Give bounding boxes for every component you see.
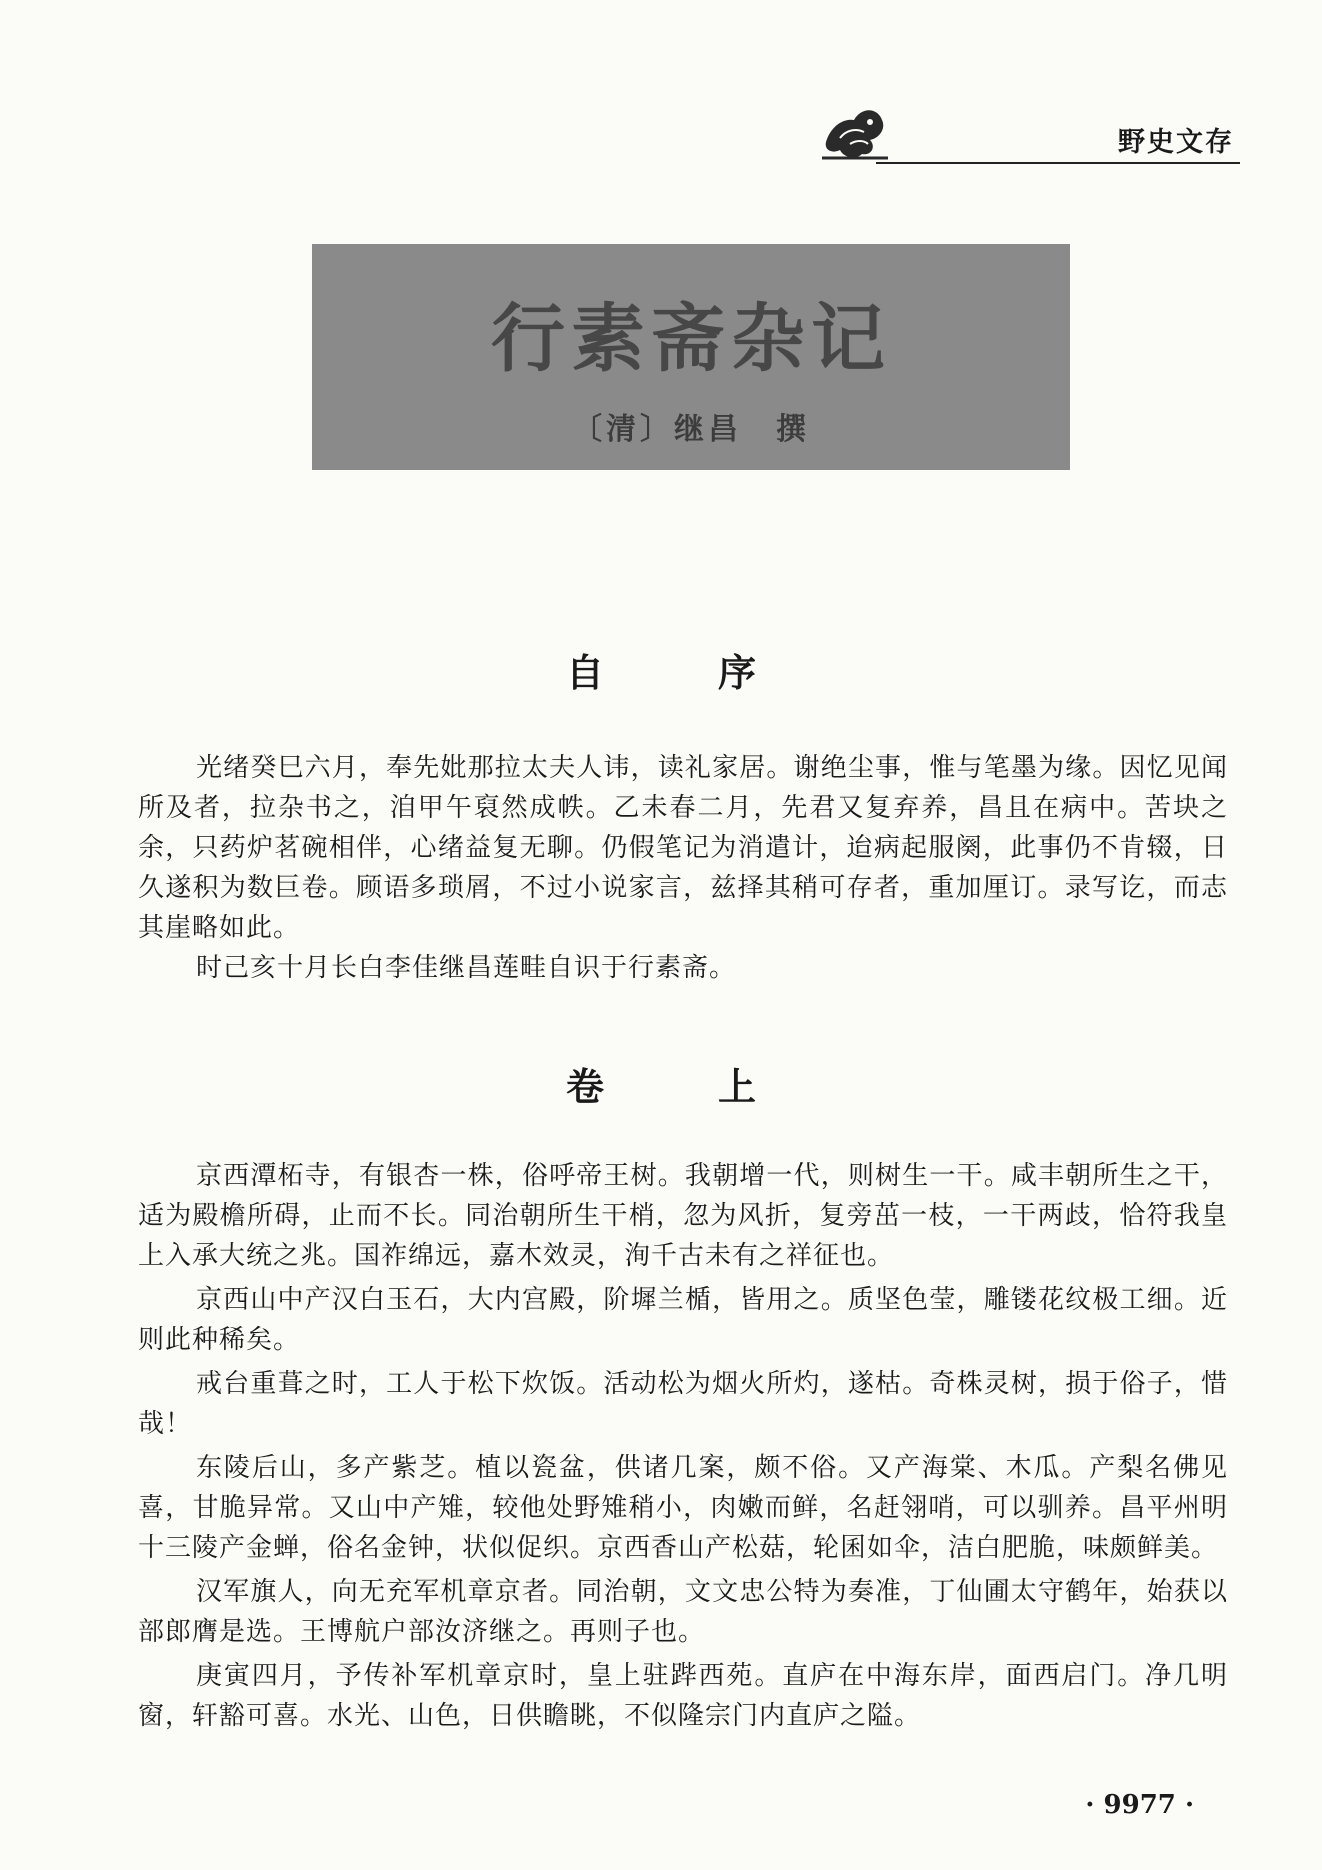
series-title: 野史文存	[1118, 127, 1234, 158]
preface-paragraph: 光绪癸巳六月，奉先妣那拉太夫人讳，读礼家居。谢绝尘事，惟与笔墨为缘。因忆见闻所及者，拉杂书之，洎甲午裒然成帙。乙未春二月，先君又复弃养，昌且在病中。苦块之余，只药炉茗碗相伴，心绪益复无聊。仍假笔记为消遣计，迨病起服阕，此事仍不肯辍，日久遂积为数巨卷。顾语多琐屑，不过小说家言，兹择其稍可存者，重加厘订。录写讫，而志其崖略如此。	[138, 753, 1228, 943]
volume-paragraph: 京西山中产汉白玉石，大内宫殿，阶墀兰楯，皆用之。质坚色莹，雕镂花纹极工细。近则此种稀矣。	[138, 1285, 1228, 1355]
volume-heading: 卷 上	[565, 1065, 794, 1109]
header-rule	[876, 162, 1240, 164]
preface-body	[138, 748, 1228, 988]
preface-heading: 自 序	[565, 651, 794, 695]
book-author: 〔清〕继昌 撰	[572, 412, 810, 447]
page-number: · 9977 ·	[1085, 1790, 1194, 1820]
running-header	[820, 90, 1240, 170]
preface-signature: 时己亥十月长白李佳继昌莲畦自识于行素斋。	[196, 953, 737, 983]
dragon-emblem-icon	[820, 98, 890, 164]
volume-paragraph: 戒台重葺之时，工人于松下炊饭。活动松为烟火所灼，遂枯。奇株灵树，损于俗子，惜哉！	[138, 1369, 1228, 1439]
title-banner	[312, 244, 1070, 470]
book-title: 行素斋杂记	[491, 296, 891, 382]
volume-paragraph: 庚寅四月，予传补军机章京时，皇上驻跸西苑。直庐在中海东岸，面西启门。净几明窗，轩豁可喜。水光、山色，日供瞻眺，不似隆宗门内直庐之隘。	[138, 1661, 1228, 1731]
volume-body	[138, 1156, 1228, 1740]
volume-paragraph: 东陵后山，多产紫芝。植以瓷盆，供诸几案，颇不俗。又产海棠、木瓜。产梨名佛见喜，甘脆异常。又山中产雉，较他处野雉稍小，肉嫩而鲜，名赶翎哨，可以驯养。昌平州明十三陵产金蝉，俗名金钟，状似促织。京西香山产松菇，轮囷如伞，洁白肥脆，味颇鲜美。	[138, 1453, 1228, 1563]
volume-paragraph: 汉军旗人，向无充军机章京者。同治朝，文文忠公特为奏准，丁仙圃太守鹤年，始获以部郎膺是选。王博航户部汝济继之。再则子也。	[138, 1577, 1228, 1647]
volume-paragraph: 京西潭柘寺，有银杏一株，俗呼帝王树。我朝增一代，则树生一干。咸丰朝所生之干，适为殿檐所碍，止而不长。同治朝所生干梢，忽为风折，复旁茁一枝，一干两歧，恰符我皇上入承大统之兆。国祚绵远，嘉木效灵，洵千古未有之祥征也。	[138, 1161, 1228, 1271]
